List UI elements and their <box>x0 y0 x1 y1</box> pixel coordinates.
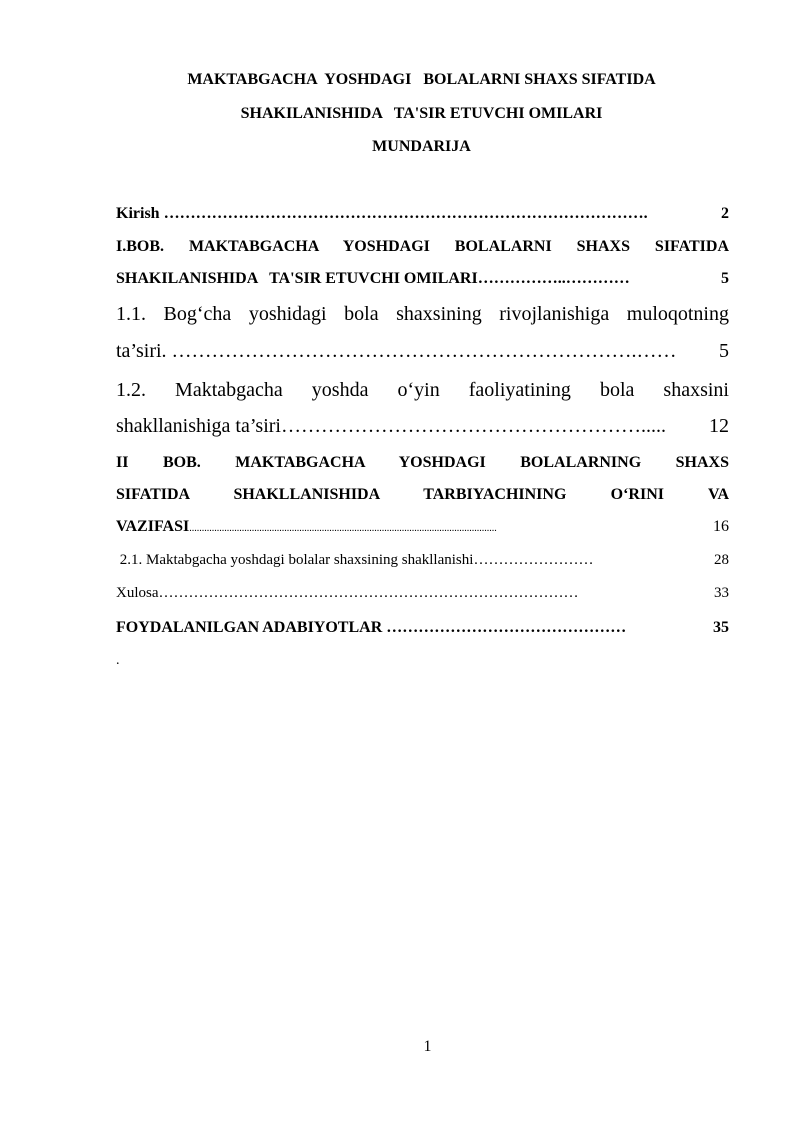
toc-page-number: 33 <box>714 585 729 601</box>
toc-entry-bob1-line2 <box>116 270 729 288</box>
toc-entry-kirish <box>116 205 729 223</box>
toc-entry-xulosa <box>116 585 729 602</box>
toc-entry-1-1-line1: 1.1. Bog‘cha yoshidagi bola shaxsining rivojlanishiga muloqotning <box>116 303 729 325</box>
toc-leader-dots: ……………..………… <box>477 270 630 287</box>
toc-entry-1-2-line2 <box>116 415 729 438</box>
toc-leader-dots: …………………………………………………………….…… <box>171 340 677 362</box>
toc-entry-label: ta’siri. <box>116 340 172 362</box>
toc-entry-2-1 <box>116 552 729 569</box>
toc-entry-bob2-line3 <box>116 518 729 536</box>
document-title-line-1: MAKTABGACHA YOSHDAGI BOLALARNI SHAXS SIFATIDA <box>187 71 656 88</box>
toc-leader-dots: ………………………………………………..... <box>280 415 666 437</box>
toc-entry-label: SHAKILANISHIDA TA'SIR ETUVCHI OMILARI <box>116 270 478 287</box>
toc-page-number: 5 <box>721 270 729 287</box>
toc-entry-1-2-line1: 1.2. Maktabgacha yoshda o‘yin faoliyatining bola shaxsini <box>116 379 729 401</box>
toc-entry-label: 2.1. Maktabgacha yoshdagi bolalar shaxsining shakllanishi <box>116 552 474 568</box>
toc-leader-dots: ........................................................................................................................... <box>189 523 497 534</box>
toc-page-number: 16 <box>713 518 729 535</box>
toc-entry-label: Kirish <box>116 205 164 222</box>
toc-page-number: 28 <box>714 552 729 568</box>
contents-heading: MUNDARIJA <box>372 138 471 155</box>
toc-page-number: 5 <box>719 340 729 362</box>
toc-entry-bob1-line1: I.BOB. MAKTABGACHA YOSHDAGI BOLALARNI SHAXS SIFATIDA <box>116 238 729 255</box>
toc-entry-label: shakllanishiga ta’siri <box>116 415 281 437</box>
toc-leader-dots: ………………………………………………………………………………. <box>163 205 648 222</box>
stray-dot: . <box>116 653 120 668</box>
toc-entry-label: Xulosa <box>116 585 159 601</box>
toc-page-number: 2 <box>721 205 729 222</box>
toc-entry-adabiyotlar <box>116 619 729 637</box>
toc-entry-label: VAZIFASI <box>116 518 190 535</box>
toc-entry-bob2-line2: SIFATIDA SHAKLLANISHIDA TARBIYACHINING O‘RINI VA <box>116 486 729 503</box>
toc-leader-dots: ……………………………………… <box>386 619 627 636</box>
page-number: 1 <box>423 1038 432 1055</box>
document-title-line-2: SHAKILANISHIDA TA'SIR ETUVCHI OMILARI <box>240 105 603 122</box>
toc-leader-dots: …………………… <box>473 552 594 568</box>
toc-page-number: 35 <box>713 619 729 636</box>
toc-page-number: 12 <box>709 415 729 437</box>
toc-entry-label: FOYDALANILGAN ADABIYOTLAR <box>116 619 387 636</box>
toc-entry-bob2-line1: II BOB. MAKTABGACHA YOSHDAGI BOLALARNING SHAXS <box>116 454 729 471</box>
toc-entry-1-1-line2 <box>116 340 729 363</box>
toc-leader-dots: ………………………………………………………………………… <box>158 585 579 601</box>
